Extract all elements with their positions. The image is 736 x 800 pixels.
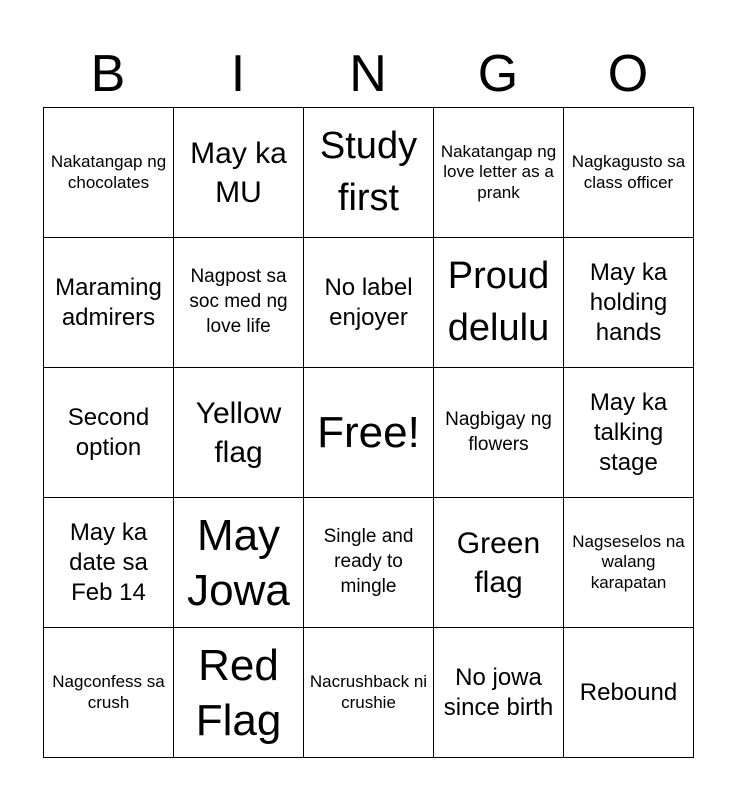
cell-text: Green flag [456,526,541,599]
bingo-cell[interactable] [174,628,304,758]
cell-text: May ka MU [190,136,287,209]
cell-text: Yellow flag [195,396,282,469]
cell-text: Nagconfess sa crush [52,672,165,712]
cell-text: Proud delulu [447,255,550,349]
cell-text: May ka talking stage [589,388,668,476]
cell-text: Nacrushback ni crushie [309,672,428,712]
cell-text: Single and ready to mingle [323,526,414,597]
free-space-cell[interactable] [304,368,434,498]
bingo-cell[interactable] [174,238,304,368]
bingo-cell[interactable] [304,238,434,368]
header-letter-b: B [90,45,126,103]
bingo-cell[interactable] [434,628,564,758]
bingo-cell[interactable] [564,238,694,368]
bingo-cell[interactable] [434,498,564,628]
free-space-text: Free! [317,408,420,457]
bingo-cell[interactable] [44,238,174,368]
cell-text: Second option [67,403,150,461]
bingo-cell[interactable] [174,108,304,238]
cell-text: No label enjoyer [324,273,413,331]
bingo-cell[interactable] [304,628,434,758]
cell-text: Study first [319,125,418,219]
bingo-cell[interactable] [564,368,694,498]
cell-text: Nagpost sa soc med ng love life [189,266,288,337]
bingo-cell[interactable] [434,238,564,368]
bingo-cell[interactable] [564,498,694,628]
cell-text: May ka holding hands [589,258,668,346]
cell-text: Maraming admirers [55,273,162,331]
bingo-cell[interactable] [564,628,694,758]
bingo-cell[interactable] [44,628,174,758]
cell-text: Nakatangap ng chocolates [50,152,167,192]
bingo-cell[interactable] [44,498,174,628]
bingo-cell[interactable] [174,368,304,498]
cell-text: Nagseselos na walang karapatan [572,531,685,592]
bingo-cell[interactable] [434,108,564,238]
bingo-cell[interactable] [304,498,434,628]
cell-text: Rebound [579,678,678,706]
bingo-cell[interactable] [564,108,694,238]
cell-text: Nakatangap ng love letter as a prank [440,141,557,202]
header-letter-i: I [230,45,246,103]
cell-text: No jowa since birth [443,663,554,721]
bingo-header [43,40,693,108]
bingo-cell[interactable] [174,498,304,628]
header-letter-g: G [477,45,519,103]
header-letter-n: N [349,45,387,103]
cell-text: May Jowa [187,510,290,615]
cell-text: Red Flag [195,640,282,745]
header-letter-o: O [607,45,649,103]
cell-text: Nagbigay ng flowers [445,408,552,455]
cell-text: Nagkagusto sa class officer [571,152,686,192]
bingo-cell[interactable] [44,108,174,238]
bingo-cell[interactable] [304,108,434,238]
cell-text: May ka date sa Feb 14 [69,518,148,606]
bingo-board [43,107,694,758]
bingo-cell[interactable] [44,368,174,498]
bingo-cell[interactable] [434,368,564,498]
